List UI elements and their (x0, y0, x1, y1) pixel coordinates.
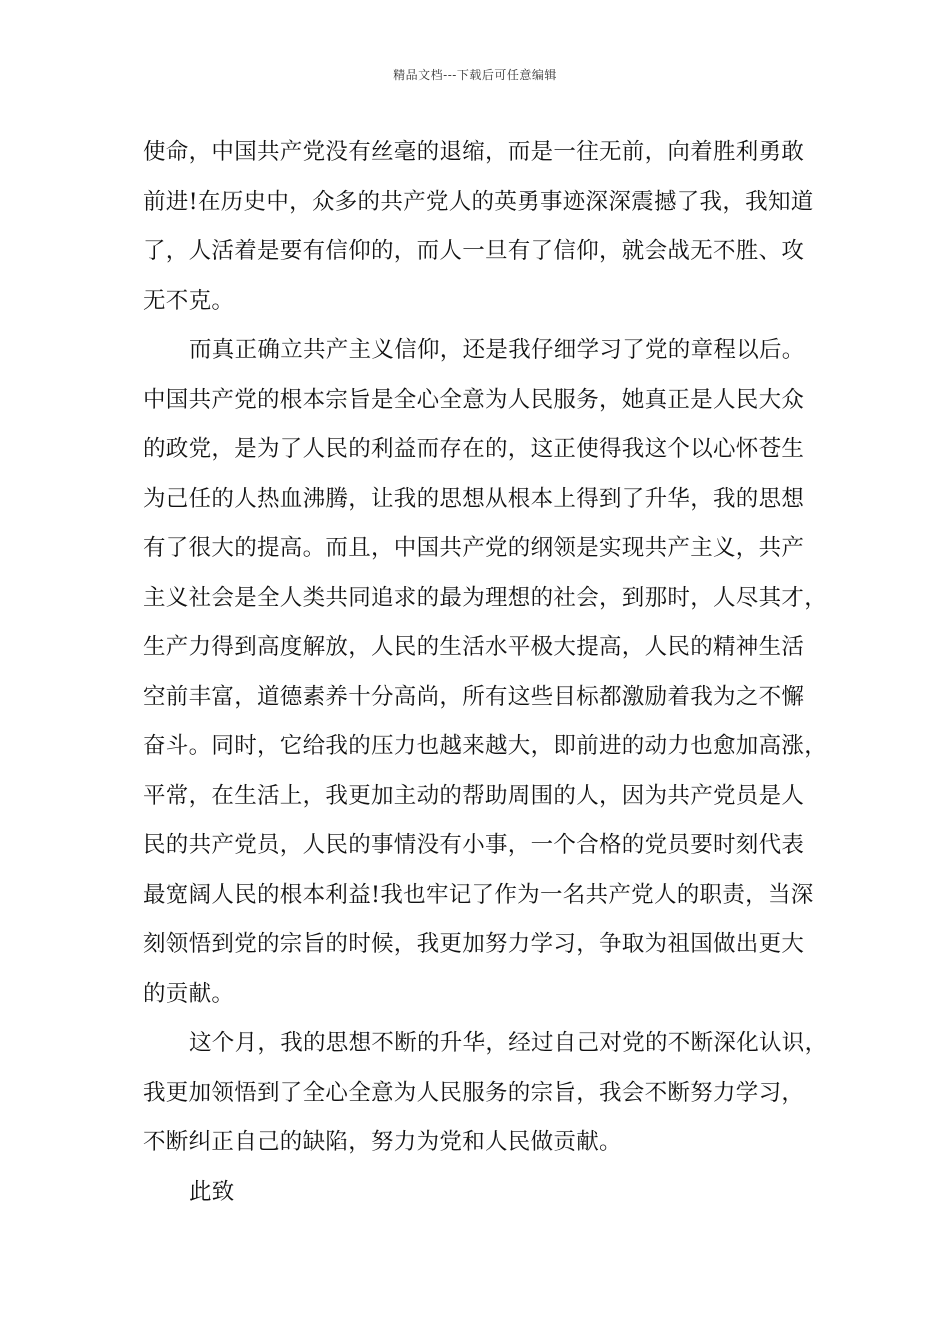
text-line: 不断纠正自己的缺陷，努力为党和人民做贡献。 (143, 1129, 622, 1155)
text-line: 的贡献。 (143, 980, 235, 1007)
text-line: 使命，中国共产党没有丝毫的退缩，而是一往无前，向着胜利勇敢 (143, 139, 805, 165)
letter-body (143, 128, 828, 1217)
page-header: 精品文档---下载后可任意编辑 (393, 68, 557, 82)
text-line: 主义社会是全人类共同追求的最为理想的社会，到那时，人尽其才， (143, 584, 828, 611)
text-line: 平常，在生活上，我更加主动的帮助周围的人，因为共产党员是人 (143, 782, 805, 809)
text-line: 前进!在历史中，众多的共产党人的英勇事迹深深震撼了我，我知道 (143, 188, 814, 215)
text-line: 空前丰富，道德素养十分高尚，所有这些目标都激励着我为之不懈 (143, 683, 805, 710)
text-line: 了，人活着是要有信仰的，而人一旦有了信仰，就会战无不胜、攻 (143, 238, 805, 264)
text-line: 最宽阔人民的根本利益!我也牢记了作为一名共产党人的职责，当深 (143, 881, 814, 908)
closing-salutation: 此致 (189, 1178, 235, 1205)
text-line: 有了很大的提高。而且，中国共产党的纲领是实现共产主义，共产 (143, 535, 805, 561)
text-line: 中国共产党的根本宗旨是全心全意为人民服务，她真正是人民大众 (143, 386, 805, 413)
text-line: 民的共产党员，人民的事情没有小事，一个合格的党员要时刻代表 (143, 832, 805, 858)
text-line: 奋斗。同时，它给我的压力也越来越大，即前进的动力也愈加高涨， (143, 733, 828, 759)
paragraph-start-line: 而真正确立共产主义信仰，还是我仔细学习了党的章程以后。 (189, 337, 805, 363)
text-line: 我更加领悟到了全心全意为人民服务的宗旨，我会不断努力学习， (143, 1079, 805, 1106)
text-line: 生产力得到高度解放，人民的生活水平极大提高，人民的精神生活 (143, 634, 805, 660)
text-line: 的政党，是为了人民的利益而存在的，这正使得我这个以心怀苍生 (143, 436, 805, 462)
text-line: 为己任的人热血沸腾，让我的思想从根本上得到了升华，我的思想 (143, 485, 805, 512)
paragraph-start-line: 这个月，我的思想不断的升华，经过自己对党的不断深化认识， (189, 1030, 828, 1056)
text-line: 无不克。 (143, 287, 235, 314)
text-line: 刻领悟到党的宗旨的时候，我更加努力学习，争取为祖国做出更大 (143, 931, 805, 957)
